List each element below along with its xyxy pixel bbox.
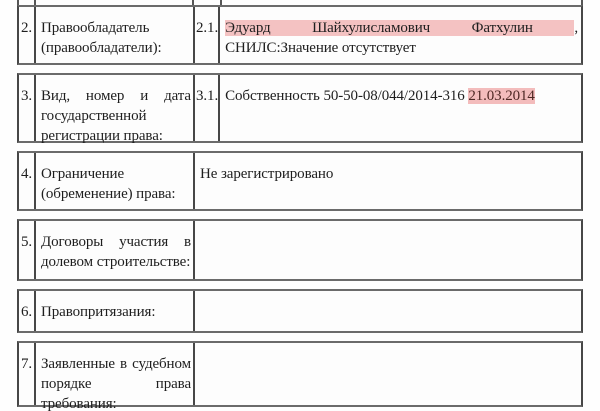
value-text: , СНИЛС:Значение отсутствует (225, 20, 578, 56)
sub-number: 2.1. (193, 7, 218, 63)
row-value (193, 153, 581, 209)
table-row-7 (17, 341, 583, 411)
row-number: 4. (21, 166, 33, 182)
row-label: Заявленные в судебном порядке права требования: (34, 343, 193, 405)
highlighted-name: Эдуард Шайхулисламович Фатхулин (225, 20, 575, 36)
row-number: 2. (21, 20, 33, 36)
row-number: 5. (21, 234, 33, 250)
row-number: 3. (21, 88, 33, 104)
table-row-5 (17, 219, 583, 281)
row-label: Правопритязания: (34, 291, 193, 331)
row-label: Вид, номер и дата государственной регистрации права: (34, 75, 193, 141)
table-row-3 (17, 73, 583, 143)
row-number: 6. (21, 304, 33, 320)
row-value (193, 291, 581, 331)
table-row-2 (17, 5, 583, 65)
table-row-4 (17, 151, 583, 211)
row-value (218, 75, 581, 141)
row-label: Договоры участия в долевом строительстве: (34, 221, 193, 279)
sub-number: 3.1. (193, 75, 218, 141)
row-value (218, 7, 581, 63)
value-text: Собственность 50-50-08/044/2014-316 (225, 88, 469, 104)
rights-registry-table (17, 5, 583, 411)
row-value (193, 343, 581, 405)
row-label: Ограничение (обременение) права: (34, 153, 193, 209)
table-row-6 (17, 289, 583, 333)
row-value (193, 221, 581, 279)
highlighted-date: 21.03.2014 (468, 88, 535, 104)
value-text: Не зарегистрировано (200, 166, 334, 182)
row-number: 7. (21, 356, 33, 372)
row-label: Правообладатель (правообладатели): (34, 7, 193, 63)
